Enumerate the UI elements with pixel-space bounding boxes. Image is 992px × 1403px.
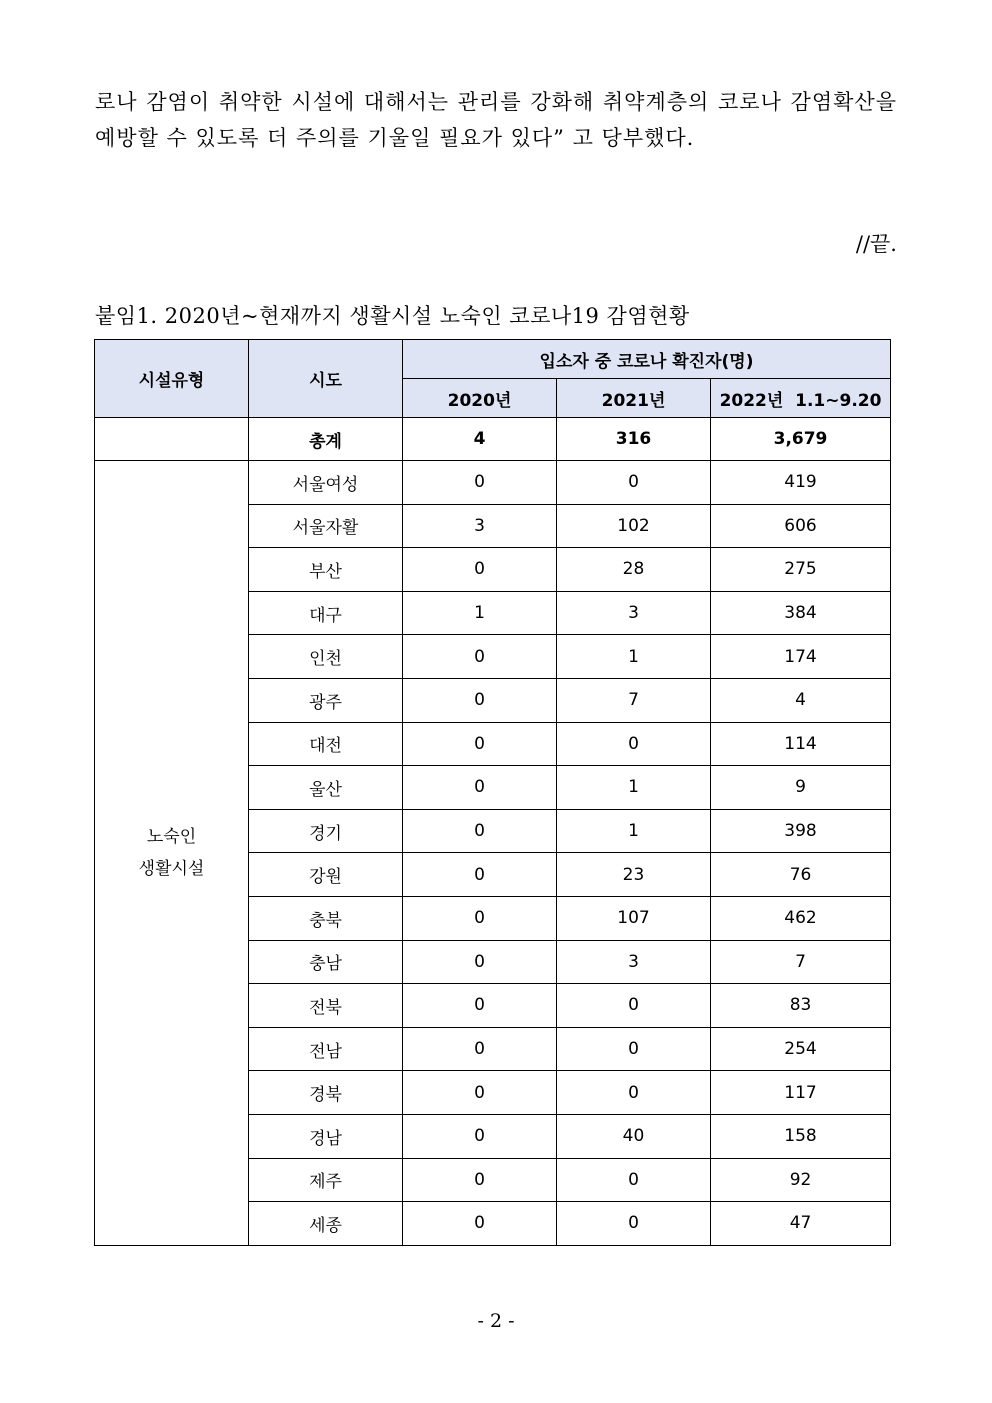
value-2022-cell: 7 <box>711 940 891 984</box>
value-2022-cell: 92 <box>711 1158 891 1202</box>
region-cell: 경기 <box>249 809 403 853</box>
value-2020-cell: 3 <box>403 504 557 548</box>
value-2022-cell: 4 <box>711 678 891 722</box>
value-2020-cell: 0 <box>403 1027 557 1071</box>
region-cell: 전남 <box>249 1027 403 1071</box>
value-2021-cell: 1 <box>557 809 711 853</box>
region-cell: 부산 <box>249 548 403 592</box>
value-2021-cell: 23 <box>557 853 711 897</box>
value-2022-cell: 114 <box>711 722 891 766</box>
total-2021: 316 <box>557 418 711 461</box>
value-2021-cell: 40 <box>557 1114 711 1158</box>
value-2020-cell: 0 <box>403 1158 557 1202</box>
region-cell: 광주 <box>249 678 403 722</box>
header-2020: 2020년 <box>403 379 557 418</box>
value-2020-cell: 0 <box>403 461 557 505</box>
attachment-caption: 붙임1. 2020년~현재까지 생활시설 노숙인 코로나19 감염현황 <box>95 304 690 328</box>
value-2022-cell: 47 <box>711 1202 891 1246</box>
header-region: 시도 <box>249 340 403 418</box>
value-2022-cell: 174 <box>711 635 891 679</box>
table-body <box>95 418 891 1246</box>
region-cell: 서울여성 <box>249 461 403 505</box>
header-facility-type: 시설유형 <box>95 340 249 418</box>
region-cell: 강원 <box>249 853 403 897</box>
region-cell: 경북 <box>249 1071 403 1115</box>
value-2022-cell: 275 <box>711 548 891 592</box>
value-2021-cell: 1 <box>557 635 711 679</box>
total-facility-cell <box>95 418 249 461</box>
value-2020-cell: 0 <box>403 984 557 1028</box>
total-2022: 3,679 <box>711 418 891 461</box>
value-2021-cell: 28 <box>557 548 711 592</box>
value-2021-cell: 1 <box>557 766 711 810</box>
value-2020-cell: 0 <box>403 678 557 722</box>
value-2022-cell: 254 <box>711 1027 891 1071</box>
header-2022: 2022년 1.1~9.20 <box>711 379 891 418</box>
value-2020-cell: 0 <box>403 940 557 984</box>
value-2022-cell: 606 <box>711 504 891 548</box>
value-2020-cell: 0 <box>403 722 557 766</box>
region-cell: 인천 <box>249 635 403 679</box>
region-cell: 세종 <box>249 1202 403 1246</box>
value-2021-cell: 0 <box>557 461 711 505</box>
value-2020-cell: 0 <box>403 1202 557 1246</box>
value-2021-cell: 0 <box>557 1202 711 1246</box>
value-2021-cell: 107 <box>557 896 711 940</box>
value-2022-cell: 398 <box>711 809 891 853</box>
header-row-top <box>95 340 891 379</box>
page-number: - 2 - <box>477 1310 515 1332</box>
total-label: 총계 <box>249 418 403 461</box>
value-2022-cell: 9 <box>711 766 891 810</box>
region-cell: 충북 <box>249 896 403 940</box>
value-2022-cell: 419 <box>711 461 891 505</box>
value-2020-cell: 0 <box>403 809 557 853</box>
end-marker: //끝. <box>855 232 897 256</box>
body-paragraph: 로나 감염이 취약한 시설에 대해서는 관리를 강화해 취약계층의 코로나 감염확산을 예방할 수 있도록 더 주의를 기울일 필요가 있다” 고 당부했다. <box>95 90 897 150</box>
total-2020: 4 <box>403 418 557 461</box>
value-2022-cell: 83 <box>711 984 891 1028</box>
value-2020-cell: 0 <box>403 635 557 679</box>
infection-status-table <box>94 339 891 1246</box>
header-confirmed-group: 입소자 중 코로나 확진자(명) <box>403 340 891 379</box>
region-cell: 대전 <box>249 722 403 766</box>
region-cell: 대구 <box>249 591 403 635</box>
value-2021-cell: 0 <box>557 1071 711 1115</box>
value-2021-cell: 7 <box>557 678 711 722</box>
value-2021-cell: 102 <box>557 504 711 548</box>
value-2020-cell: 0 <box>403 1071 557 1115</box>
value-2021-cell: 0 <box>557 722 711 766</box>
table-row <box>95 461 891 505</box>
value-2021-cell: 0 <box>557 1158 711 1202</box>
value-2020-cell: 0 <box>403 896 557 940</box>
region-cell: 울산 <box>249 766 403 810</box>
value-2022-cell: 384 <box>711 591 891 635</box>
value-2020-cell: 0 <box>403 853 557 897</box>
facility-type-cell: 노숙인 생활시설 <box>95 461 249 1246</box>
value-2020-cell: 1 <box>403 591 557 635</box>
value-2020-cell: 0 <box>403 548 557 592</box>
value-2022-cell: 117 <box>711 1071 891 1115</box>
value-2022-cell: 462 <box>711 896 891 940</box>
region-cell: 전북 <box>249 984 403 1028</box>
value-2021-cell: 0 <box>557 1027 711 1071</box>
value-2022-cell: 76 <box>711 853 891 897</box>
value-2020-cell: 0 <box>403 766 557 810</box>
value-2022-cell: 158 <box>711 1114 891 1158</box>
region-cell: 서울자활 <box>249 504 403 548</box>
value-2021-cell: 0 <box>557 984 711 1028</box>
region-cell: 제주 <box>249 1158 403 1202</box>
region-cell: 경남 <box>249 1114 403 1158</box>
value-2021-cell: 3 <box>557 940 711 984</box>
total-row <box>95 418 891 461</box>
header-2021: 2021년 <box>557 379 711 418</box>
region-cell: 충남 <box>249 940 403 984</box>
value-2021-cell: 3 <box>557 591 711 635</box>
value-2020-cell: 0 <box>403 1114 557 1158</box>
